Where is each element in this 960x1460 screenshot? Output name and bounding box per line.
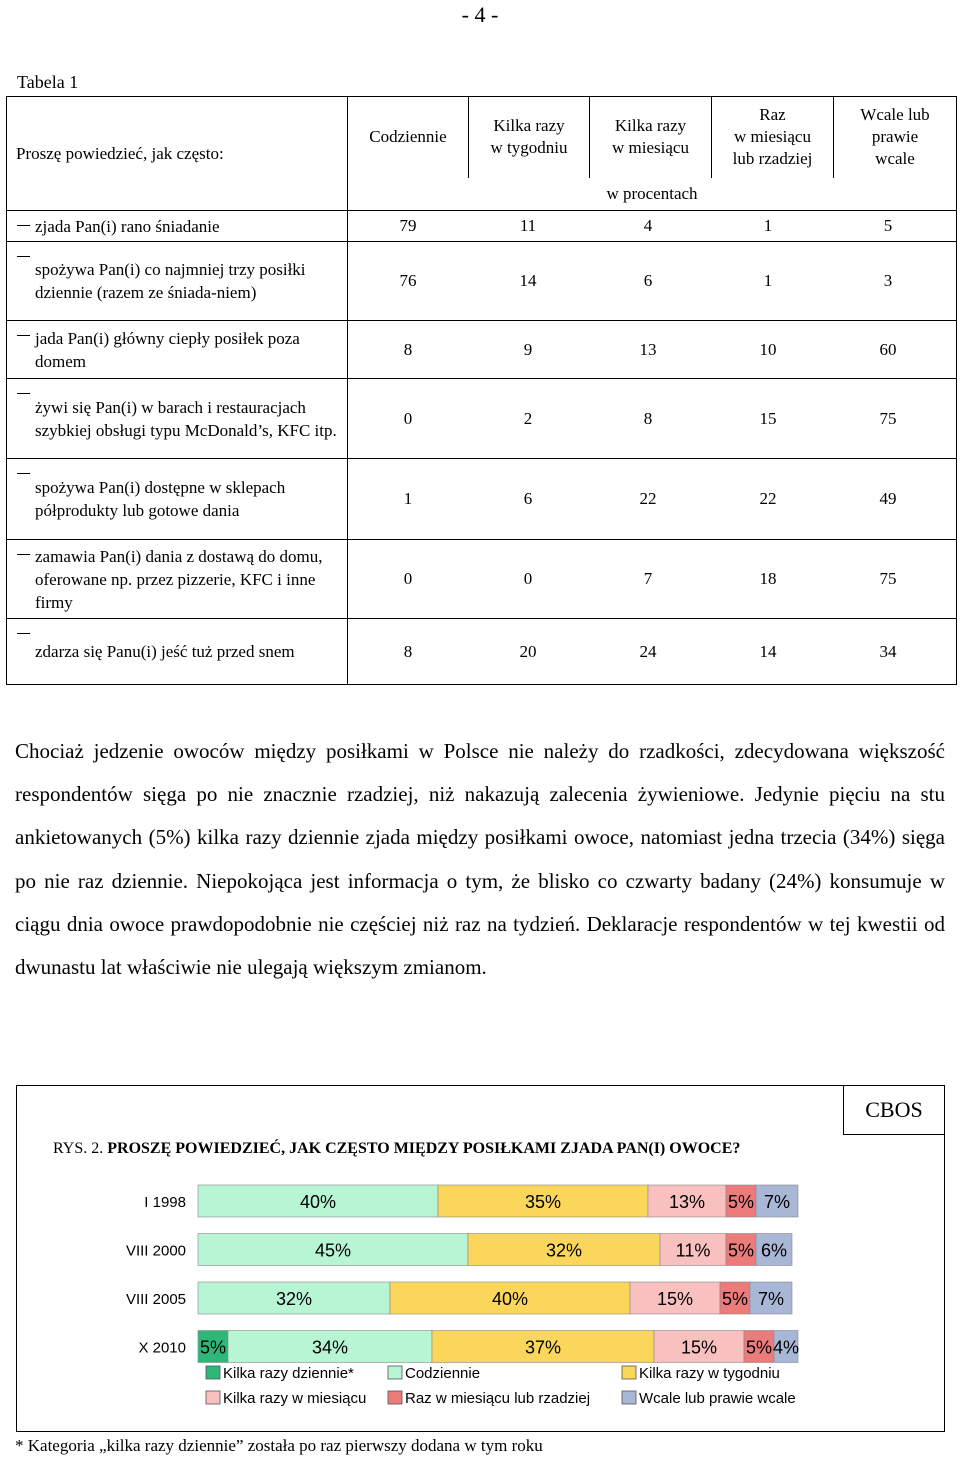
column-header-1: Codziennie bbox=[348, 97, 469, 178]
row-values bbox=[348, 379, 957, 459]
cell-value: 7 bbox=[643, 569, 653, 588]
row-values bbox=[348, 459, 957, 540]
data-label: 35% bbox=[524, 1192, 562, 1212]
data-label: 7% bbox=[757, 1289, 785, 1309]
cell-value: 22 bbox=[639, 489, 657, 508]
table-row bbox=[7, 379, 957, 459]
cell-value: 75 bbox=[879, 569, 897, 588]
cell-value: 8 bbox=[403, 641, 413, 661]
data-label: 7% bbox=[763, 1192, 791, 1212]
cell-value: 76 bbox=[399, 271, 417, 290]
row-values bbox=[348, 321, 957, 379]
cell-value: 0 bbox=[523, 569, 533, 588]
cell-value: 6 bbox=[643, 271, 653, 290]
cell-value: 0 bbox=[403, 408, 413, 428]
cell-value: 5 bbox=[883, 216, 893, 235]
data-label: 15% bbox=[680, 1337, 718, 1358]
survey-table bbox=[6, 96, 957, 685]
cbos-logo: CBOS bbox=[843, 1085, 945, 1135]
row-value-group bbox=[348, 216, 956, 236]
data-label: 5% bbox=[721, 1289, 749, 1309]
cell-value: 24 bbox=[639, 641, 657, 661]
table-row bbox=[7, 540, 957, 619]
cell-value: 79 bbox=[399, 216, 417, 235]
legend-swatch bbox=[622, 1391, 636, 1404]
row-value-group bbox=[348, 409, 956, 429]
cell-value: 2 bbox=[523, 408, 533, 428]
legend-label: Codziennie bbox=[405, 1365, 481, 1382]
legend-swatch bbox=[206, 1391, 220, 1404]
cell-value: 14 bbox=[759, 641, 777, 661]
row-values bbox=[348, 242, 957, 321]
cell-value: 20 bbox=[519, 641, 537, 661]
cell-value: 49 bbox=[879, 489, 897, 508]
footnote: * Kategoria „kilka razy dziennie” została po raz pierwszy dodana w tym roku bbox=[15, 1436, 543, 1455]
legend-label: Kilka razy w tygodniu bbox=[639, 1365, 780, 1382]
cell-value: 15 bbox=[759, 408, 777, 428]
legend-swatch bbox=[388, 1366, 402, 1379]
category-label: X 2010 bbox=[138, 1339, 186, 1357]
cell-value: 13 bbox=[639, 339, 657, 359]
unit-label: w procentach bbox=[348, 178, 957, 211]
data-label: 5% bbox=[727, 1240, 755, 1261]
category-label: VIII 2005 bbox=[125, 1291, 186, 1308]
legend-label: Kilka razy dziennie* bbox=[223, 1365, 354, 1382]
cell-value: 75 bbox=[879, 408, 897, 428]
row-label: spożywa Pan(i) co najmniej trzy posiłki dziennie (razem ze śniada-niem) bbox=[7, 242, 348, 321]
cell-value: 1 bbox=[763, 271, 773, 290]
data-label: 37% bbox=[524, 1337, 562, 1358]
data-label: 40% bbox=[491, 1289, 529, 1309]
row-label: żywi się Pan(i) w barach i restauracjach szybkiej obsługi typu McDonald’s, KFC itp. bbox=[7, 379, 348, 459]
cell-value: 0 bbox=[403, 569, 413, 588]
legend-label: Kilka razy w miesiącu bbox=[223, 1390, 367, 1407]
row-label: spożywa Pan(i) dostępne w sklepach półprodukty lub gotowe dania bbox=[7, 459, 348, 540]
column-header-3: Kilka razy w miesiącu bbox=[590, 97, 712, 178]
cell-value: 8 bbox=[403, 339, 413, 359]
row-value-group bbox=[348, 489, 956, 509]
data-label: 45% bbox=[314, 1240, 352, 1261]
data-label: 40% bbox=[299, 1192, 337, 1212]
legend-swatch bbox=[622, 1366, 636, 1379]
row-value-group bbox=[348, 271, 956, 291]
category-label: VIII 2000 bbox=[125, 1242, 186, 1260]
data-label: 4% bbox=[772, 1337, 800, 1358]
cell-value: 60 bbox=[879, 339, 897, 359]
legend-swatch bbox=[388, 1391, 402, 1404]
table-row bbox=[7, 321, 957, 379]
row-value-group bbox=[348, 340, 956, 360]
data-label: 34% bbox=[311, 1337, 349, 1358]
cell-value: 6 bbox=[523, 489, 533, 508]
column-header-5: Wcale lub prawie wcale bbox=[834, 97, 957, 178]
cell-value: 1 bbox=[403, 489, 413, 508]
page-number: - 4 - bbox=[461, 2, 499, 27]
cell-value: 10 bbox=[759, 339, 777, 359]
row-label: zjada Pan(i) rano śniadanie bbox=[7, 211, 348, 242]
cell-value: 11 bbox=[519, 216, 537, 235]
cell-value: 9 bbox=[523, 339, 533, 359]
table-row bbox=[7, 211, 957, 242]
row-label: jada Pan(i) główny ciepły posiłek poza domem bbox=[7, 321, 348, 379]
column-header-2: Kilka razy w tygodniu bbox=[469, 97, 590, 178]
legend-swatch bbox=[206, 1366, 220, 1379]
row-values bbox=[348, 540, 957, 619]
table-row bbox=[7, 459, 957, 540]
row-label: zdarza się Panu(i) jeść tuż przed snem bbox=[7, 619, 348, 685]
data-label: 6% bbox=[760, 1240, 788, 1261]
data-label: 5% bbox=[199, 1337, 227, 1358]
table-header-row bbox=[7, 97, 957, 178]
table-row bbox=[7, 619, 957, 685]
data-label: 32% bbox=[275, 1289, 313, 1309]
row-label: zamawia Pan(i) dania z dostawą do domu, oferowane np. przez pizzerie, KFC i inne firmy bbox=[7, 540, 348, 619]
stacked-bar-chart bbox=[30, 1175, 910, 1425]
data-label: 13% bbox=[668, 1192, 706, 1212]
table-row bbox=[7, 242, 957, 321]
cell-value: 18 bbox=[759, 569, 777, 588]
row-value-group bbox=[348, 642, 956, 662]
data-label: 32% bbox=[545, 1240, 583, 1261]
cell-value: 8 bbox=[643, 408, 653, 428]
figure-title bbox=[53, 1140, 740, 1158]
data-label: 11% bbox=[675, 1240, 711, 1261]
data-label: 15% bbox=[656, 1289, 694, 1309]
cell-value: 1 bbox=[763, 216, 773, 235]
question-header: Proszę powiedzieć, jak często: bbox=[7, 97, 348, 211]
figure-question: PROSZĘ POWIEDZIEĆ, JAK CZĘSTO MIĘDZY POSIŁKAMI ZJADA PAN(I) OWOCE? bbox=[107, 1140, 741, 1157]
table-caption: Tabela 1 bbox=[17, 72, 79, 92]
cell-value: 3 bbox=[883, 271, 893, 290]
cell-value: 34 bbox=[879, 641, 897, 661]
cell-value: 22 bbox=[759, 489, 777, 508]
body-paragraph: Chociaż jedzenie owoców między posiłkami w Polsce nie należy do rzadkości, zdecydowana większość respondentów sięga po nie znacznie rzadziej, niż nakazują zalecenia żywieniowe. Jedynie pięciu na stu ankietowanych (5%) kilka razy dziennie zjada między posiłkami owoce, natomiast jedna trzecia (34%) sięga po nie raz dziennie. Niepokojąca jest informacja o tym, że blisko co czwarty badany (24%) konsumuje w ciągu dnia owoce prawdopodobnie nie częściej niż raz na tydzień. Deklaracje respondentów w tej kwestii od dwunastu lat właściwie nie ulegają większym zmianom. bbox=[15, 739, 945, 980]
row-values bbox=[348, 211, 957, 242]
legend-label: Wcale lub prawie wcale bbox=[639, 1390, 796, 1407]
figure-number: RYS. 2. bbox=[53, 1140, 104, 1157]
column-header-4: Raz w miesiącu lub rzadziej bbox=[712, 97, 834, 178]
cell-value: 14 bbox=[519, 271, 537, 290]
row-values bbox=[348, 619, 957, 685]
legend-label: Raz w miesiącu lub rzadziej bbox=[405, 1390, 591, 1407]
row-value-group bbox=[348, 569, 956, 589]
category-label: I 1998 bbox=[144, 1194, 186, 1211]
cell-value: 4 bbox=[643, 216, 653, 235]
data-label: 5% bbox=[727, 1192, 755, 1212]
data-label: 5% bbox=[745, 1337, 773, 1358]
